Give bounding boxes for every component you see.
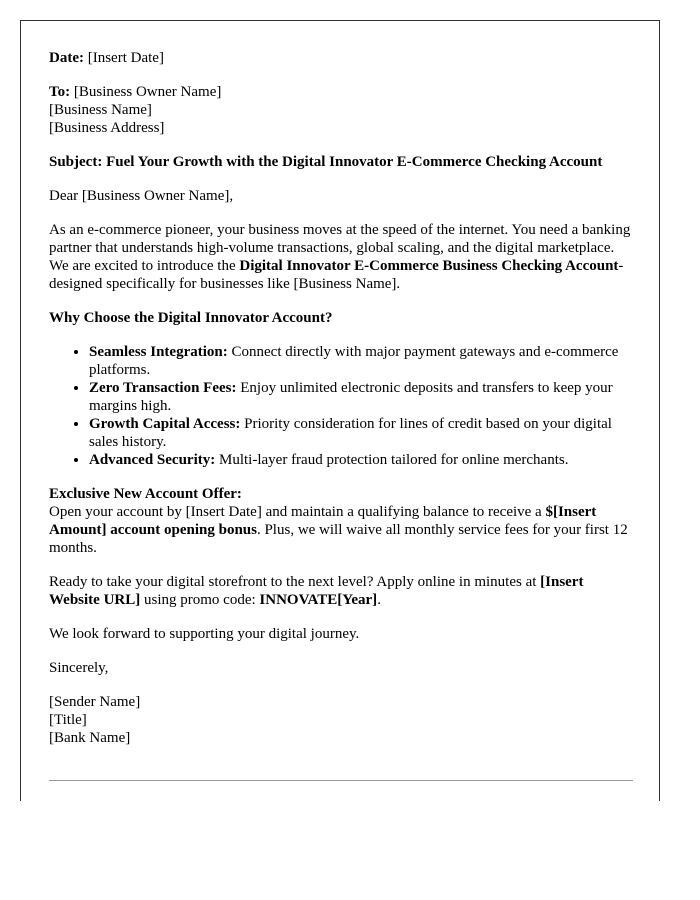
- date-value: [Insert Date]: [87, 50, 164, 66]
- closing-line: We look forward to supporting your digital journey.: [49, 626, 360, 642]
- list-item: [89, 415, 635, 451]
- sender-title: [Title]: [49, 712, 87, 728]
- intro-paragraph: [49, 221, 635, 293]
- list-item: [89, 451, 635, 469]
- recipient-label: To:: [49, 84, 71, 100]
- recipient-block: [49, 83, 635, 137]
- product-name: Digital Innovator E-Commerce Business Checking Account: [239, 258, 619, 274]
- benefit-text: Connect directly with major payment gateways and e-commerce platforms.: [89, 344, 619, 378]
- offer-text-tail: . Plus, we will waive all monthly service fees for your first 12 months.: [49, 522, 628, 556]
- benefits-list: [49, 343, 635, 469]
- signoff: Sincerely,: [49, 660, 109, 676]
- recipient-name: [Business Owner Name]: [73, 84, 222, 100]
- subject-line: Subject: Fuel Your Growth with the Digital Innovator E-Commerce Checking Account: [49, 154, 603, 170]
- recipient-business: [Business Name]: [49, 102, 152, 118]
- cta-text-end: .: [377, 592, 381, 608]
- list-item: [89, 379, 635, 415]
- cta-text-mid: using promo code:: [140, 592, 260, 608]
- benefit-title: Advanced Security:: [89, 452, 216, 468]
- benefit-title: Growth Capital Access:: [89, 416, 241, 432]
- letter-page: [20, 20, 660, 801]
- date-label: Date:: [49, 50, 84, 66]
- intro-text: As an e-commerce pioneer, your business moves at the speed of the internet. You need a banking partner that understands high-volume transactions, global scaling, and the digital marketplace. We are excited to introduce the: [49, 222, 631, 274]
- letter-body: [49, 49, 635, 763]
- promo-code: INNOVATE[Year]: [259, 592, 378, 608]
- sender-name: [Sender Name]: [49, 694, 141, 710]
- footer-divider: [49, 780, 633, 781]
- sender-bank: [Bank Name]: [49, 730, 131, 746]
- offer-paragraph: [49, 485, 635, 557]
- signature-block: [49, 693, 635, 747]
- why-heading: Why Choose the Digital Innovator Account?: [49, 310, 333, 326]
- recipient-address: [Business Address]: [49, 120, 165, 136]
- offer-text: Open your account by [Insert Date] and maintain a qualifying balance to receive a: [49, 504, 546, 520]
- benefit-text: Multi-layer fraud protection tailored for online merchants.: [215, 452, 569, 468]
- benefit-title: Zero Transaction Fees:: [89, 380, 237, 396]
- benefit-text: Enjoy unlimited electronic deposits and transfers to keep your margins high.: [89, 380, 613, 414]
- intro-tail: -designed specifically for businesses like [Business Name].: [49, 258, 624, 292]
- benefit-title: Seamless Integration:: [89, 344, 228, 360]
- benefit-text: Priority consideration for lines of credit based on your digital sales history.: [89, 416, 612, 450]
- cta-text: Ready to take your digital storefront to the next level? Apply online in minutes at: [49, 574, 541, 590]
- list-item: [89, 343, 635, 379]
- salutation: Dear [Business Owner Name],: [49, 188, 234, 204]
- date-line: [49, 49, 635, 67]
- cta-paragraph: [49, 573, 635, 609]
- offer-bonus: $[Insert Amount] account opening bonus: [49, 504, 597, 538]
- offer-heading: Exclusive New Account Offer:: [49, 486, 242, 502]
- website-url: [Insert Website URL]: [49, 574, 584, 608]
